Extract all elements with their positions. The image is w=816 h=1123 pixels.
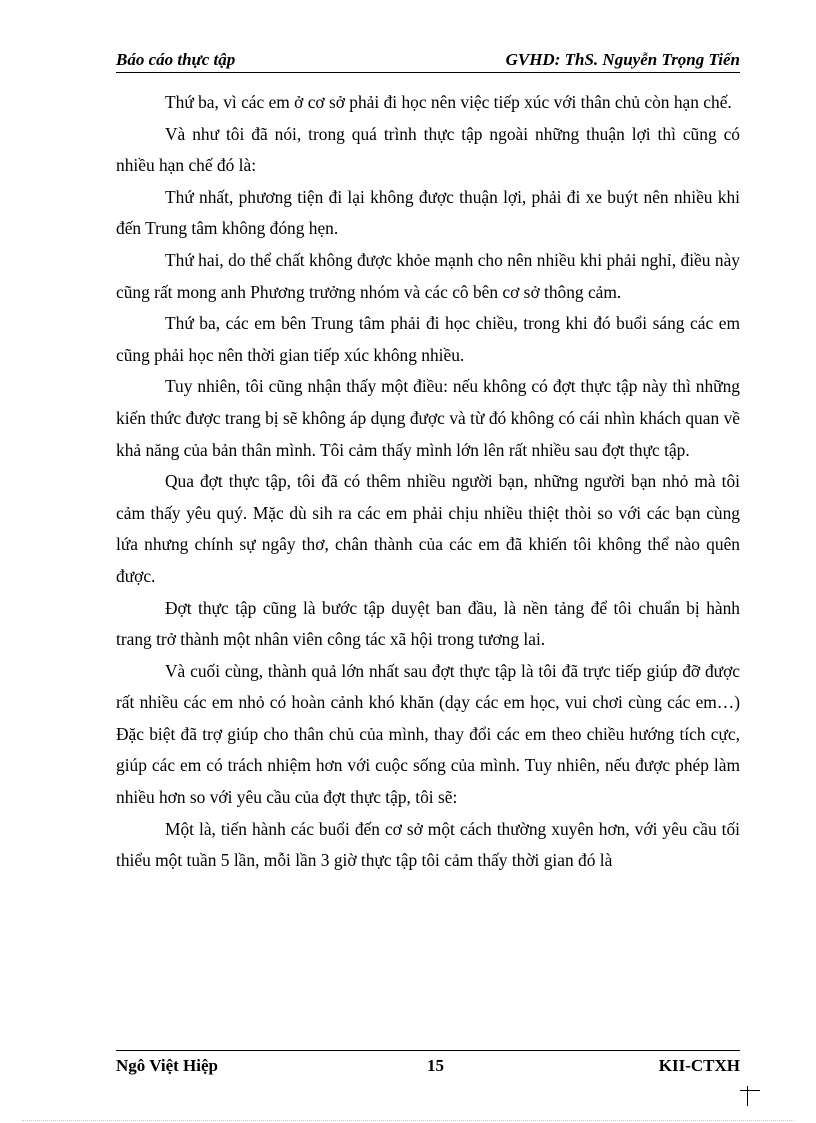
page-footer — [116, 1050, 740, 1081]
paragraph: Thứ ba, các em bên Trung tâm phải đi học chiều, trong khi đó buổi sáng các em cũng phải học nên thời gian tiếp xúc không nhiều. — [116, 313, 740, 365]
paragraph: Tuy nhiên, tôi cũng nhận thấy một điều: nếu không có đợt thực tập này thì những kiến thức được trang bị sẽ không áp dụng được và từ đó không có cái nhìn khách quan về khả năng của bản thân mình. Tôi cảm thấy mình lớn lên rất nhiều sau đợt thực tập. — [116, 376, 740, 460]
paragraph: Qua đợt thực tập, tôi đã có thêm nhiều người bạn, những người bạn nhỏ mà tôi cảm thấy yêu quý. Mặc dù sih ra các em phải chịu nhiều thiệt thòi so với các bạn cùng lứa nhưng chính sự ngây thơ, chân thành của các em đã khiến tôi không thể nào quên được. — [116, 471, 740, 586]
header-supervisor: GVHD: ThS. Nguyễn Trọng Tiến — [505, 50, 740, 69]
paragraph: Thứ ba, vì các em ở cơ sở phải đi học nên việc tiếp xúc với thân chủ còn hạn chế. — [165, 92, 732, 112]
document-body — [116, 87, 740, 877]
paragraph: Thứ nhất, phương tiện đi lại không được thuận lợi, phải đi xe buýt nên nhiều khi đến Trung tâm không đóng hẹn. — [116, 186, 740, 239]
footer-author: Ngô Việt Hiệp — [116, 1056, 218, 1075]
corner-mark-vertical — [747, 1086, 748, 1106]
paragraph: Một là, tiến hành các buổi đến cơ sở một cách thường xuyên hơn, với yêu cầu tối thiểu một tuần 5 lần, mỗi lần 3 giờ thực tập tôi cảm thấy thời gian đó là — [116, 818, 740, 871]
paragraph: Và cuối cùng, thành quả lớn nhất sau đợt thực tập là tôi đã trực tiếp giúp đỡ được rất nhiều các em nhỏ có hoàn cảnh khó khăn (dạy các em học, vui chơi cùng các em…) Đặc biệt đã trợ giúp cho thân chủ của mình, thay đổi các em theo chiều hướng tích cực, giúp các em có trách nhiệm hơn với cuộc sống của mình. Tuy nhiên, nếu được phép làm nhiều hơn so với yêu cầu của đợt thực tập, tôi sẽ: — [116, 660, 740, 808]
header-report-title: Báo cáo thực tập — [116, 50, 236, 69]
paragraph: Và như tôi đã nói, trong quá trình thực tập ngoài những thuận lợi thì cũng có nhiều hạn chế đó là: — [116, 123, 740, 176]
paragraph: Đợt thực tập cũng là bước tập duyệt ban đầu, là nền tảng để tôi chuẩn bị hành trang trở thành một nhân viên công tác xã hội trong tương lai. — [116, 597, 740, 650]
page-header — [116, 46, 740, 73]
page-number: 15 — [427, 1056, 444, 1075]
paragraph: Thứ hai, do thể chất không được khỏe mạnh cho nên nhiều khi phải nghỉ, điều này cũng rất mong anh Phương trưởng nhóm và các cô bên cơ sở thông cảm. — [116, 249, 740, 302]
corner-mark-horizontal — [740, 1090, 760, 1091]
footer-class: KII-CTXH — [658, 1056, 740, 1075]
page-edge-dotted-line — [22, 1120, 794, 1121]
